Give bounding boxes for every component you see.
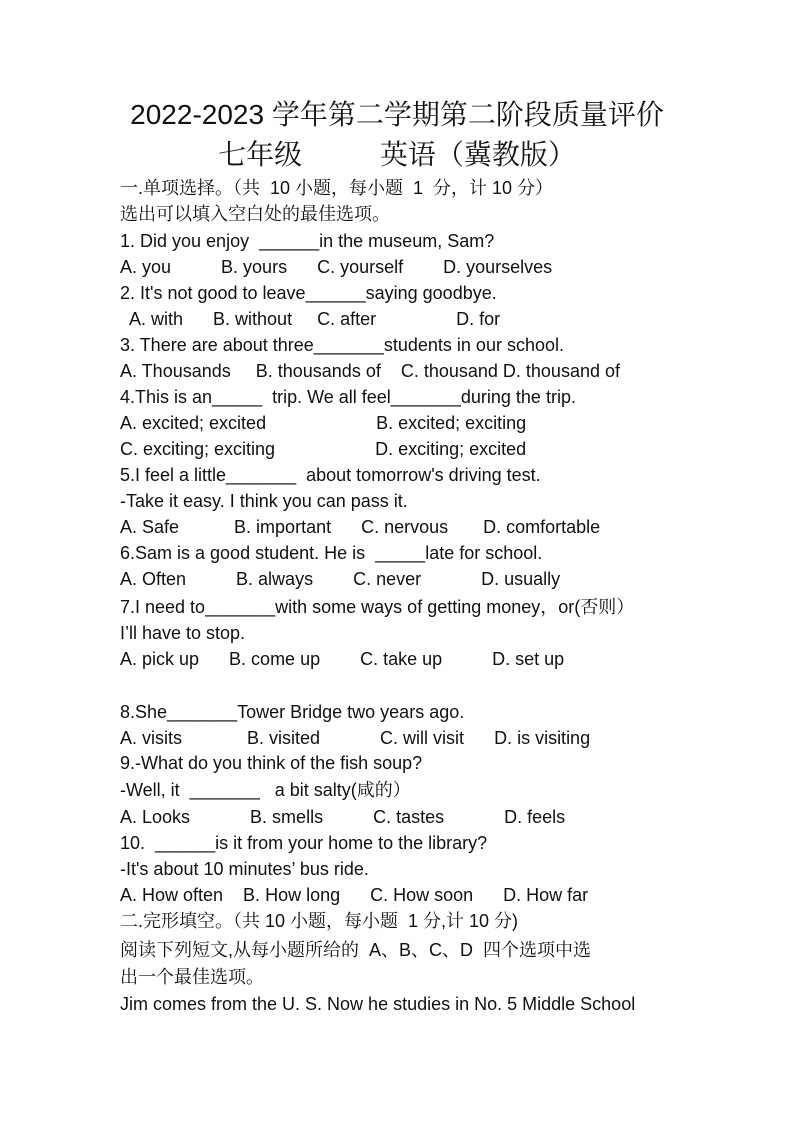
question-2: 2. It's not good to leave______saying goodbye. bbox=[120, 283, 497, 303]
section-two-instruction-continued: 出一个最佳选项。 bbox=[120, 967, 264, 987]
section-two-instruction: 阅读下列短文,从每小题所给的 A、B、C、D 四个选项中选 bbox=[120, 940, 592, 960]
question-1-options: A. you B. yours C. yourself D. yourselves bbox=[120, 257, 553, 277]
question-4-options-cd: C. exciting; exciting D. exciting; excited bbox=[120, 439, 527, 459]
question-8-options: A. visits B. visited C. will visit D. is visiting bbox=[120, 728, 591, 748]
question-10-options: A. How often B. How long C. How soon D. How far bbox=[120, 885, 589, 905]
question-7-options: A. pick up B. come up C. take up D. set up bbox=[120, 649, 565, 669]
question-9-options: A. Looks B. smells C. tastes D. feels bbox=[120, 807, 566, 827]
exam-title: 2022-2023 学年第二学期第二阶段质量评价 bbox=[130, 99, 664, 130]
question-10: 10. ______is it from your home to the library? bbox=[120, 833, 488, 853]
passage-first-line: Jim comes from the U. S. Now he studies in No. 5 Middle School bbox=[120, 994, 636, 1014]
question-1: 1. Did you enjoy ______in the museum, Sam? bbox=[120, 231, 495, 251]
exam-subtitle: 七年级 英语（冀教版） bbox=[218, 139, 576, 170]
question-8: 8.She_______Tower Bridge two years ago. bbox=[120, 702, 465, 722]
question-3-options: A. Thousands B. thousands of C. thousand D. thousand of bbox=[120, 361, 620, 381]
question-2-options: A. with B. without C. after D. for bbox=[120, 309, 501, 329]
section-one-heading: 一.单项选择。（共 10 小题，每小题 1 分，计 10 分） bbox=[120, 178, 554, 198]
section-one-instruction: 选出可以填入空白处的最佳选项。 bbox=[120, 204, 390, 224]
question-6: 6.Sam is a good student. He is _____late for school. bbox=[120, 543, 543, 563]
question-7: 7.I need to_______with some ways of getting money，or(否则） bbox=[120, 597, 635, 617]
question-7-continued: I’ll have to stop. bbox=[120, 623, 246, 643]
section-two-heading: 二.完形填空。（共 10 小题，每小题 1 分,计 10 分) bbox=[120, 911, 519, 931]
question-4-options-ab: A. excited; excited B. excited; exciting bbox=[120, 413, 527, 433]
question-3: 3. There are about three_______students in our school. bbox=[120, 335, 564, 355]
question-5-response: -Take it easy. I think you can pass it. bbox=[120, 491, 408, 511]
question-6-options: A. Often B. always C. never D. usually bbox=[120, 569, 561, 589]
question-5-options: A. Safe B. important C. nervous D. comfortable bbox=[120, 517, 601, 537]
question-9: 9.-What do you think of the fish soup? bbox=[120, 753, 423, 773]
question-5: 5.I feel a little_______ about tomorrow's driving test. bbox=[120, 465, 541, 485]
question-9-response: -Well, it _______ a bit salty(咸的） bbox=[120, 780, 411, 800]
question-10-response: -It's about 10 minutes’ bus ride. bbox=[120, 859, 369, 879]
question-4: 4.This is an_____ trip. We all feel_______during the trip. bbox=[120, 387, 576, 407]
